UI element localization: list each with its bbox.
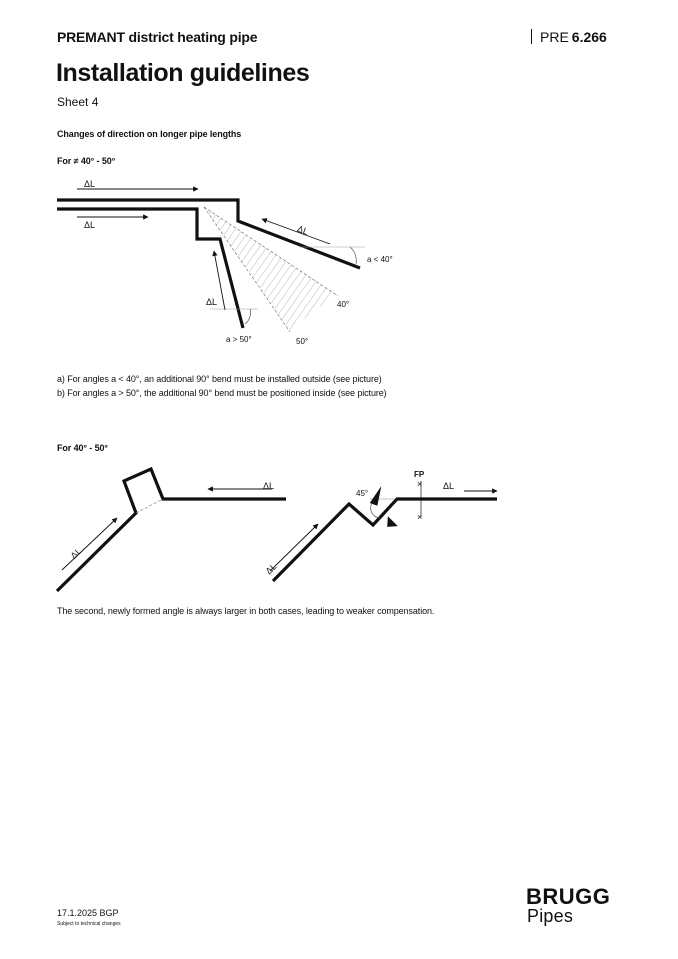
label-dl3: ΔL (295, 223, 310, 237)
pipe-right (273, 499, 497, 581)
label-40deg: 40° (337, 300, 350, 309)
conclusion-text: The second, newly formed angle is always larger in both cases, leading to weaker compensation. (57, 606, 435, 616)
dashed-continuation-left (136, 499, 163, 513)
label-45deg: 45° (356, 489, 369, 498)
arrow-right-bottom (270, 524, 318, 571)
label-dl4: ΔL (206, 297, 218, 307)
hatched-angle-zone (204, 207, 337, 330)
note-b: b) For angles a > 50°, the additional 90° bend must be positioned inside (see picture) (57, 388, 387, 398)
angle-arc-45 (371, 503, 380, 518)
label-dl2: ΔL (84, 220, 96, 230)
footer-disclaimer: Subject to technical changes (57, 921, 121, 927)
label-dl1: ΔL (84, 179, 96, 189)
figure2-left-diagram (57, 469, 286, 591)
label-a-gt: a > 50° (226, 335, 252, 344)
figure1-heading: For ≠ 40° - 50° (57, 156, 116, 166)
label-left-dl-bottom: ΔL (68, 545, 84, 561)
figure2-heading: For 40° - 50° (57, 443, 108, 453)
page-title: Installation guidelines (56, 59, 310, 87)
angle-arc-a-gt (245, 309, 251, 324)
arrowhead-bend-bottom (382, 516, 398, 532)
label-a-lt: a < 40° (367, 255, 393, 264)
arrow-left-bottom (62, 518, 117, 570)
footer-date: 17.1.2025 BGP (57, 908, 119, 918)
brand-logo-name: BRUGG (526, 884, 611, 909)
section-heading: Changes of direction on longer pipe lengths (57, 129, 242, 139)
label-fp: FP (414, 470, 425, 479)
arrowhead-bend-top (370, 484, 384, 506)
label-50deg: 50° (296, 337, 309, 346)
label-left-dl-top: ΔL (263, 481, 275, 491)
label-right-dl-bottom: ΔL (263, 561, 279, 577)
reference-number: 6.266 (571, 29, 607, 45)
fixed-point-marker-bottom: × (417, 512, 423, 522)
label-right-dl-top: ΔL (443, 481, 455, 491)
brand-logo-sub: Pipes (527, 906, 574, 926)
figure2-right-diagram (264, 470, 497, 581)
pipe-left (57, 469, 286, 591)
document-header-product: PREMANT district heating pipe (57, 29, 258, 45)
sheet-label: Sheet 4 (57, 95, 99, 109)
reference-prefix: PRE (540, 29, 569, 45)
angle-arc-a-lt (350, 247, 356, 264)
fixed-point-marker-top: × (417, 479, 423, 489)
note-a: a) For angles a < 40°, an additional 90° bend must be installed outside (see picture) (57, 374, 382, 384)
